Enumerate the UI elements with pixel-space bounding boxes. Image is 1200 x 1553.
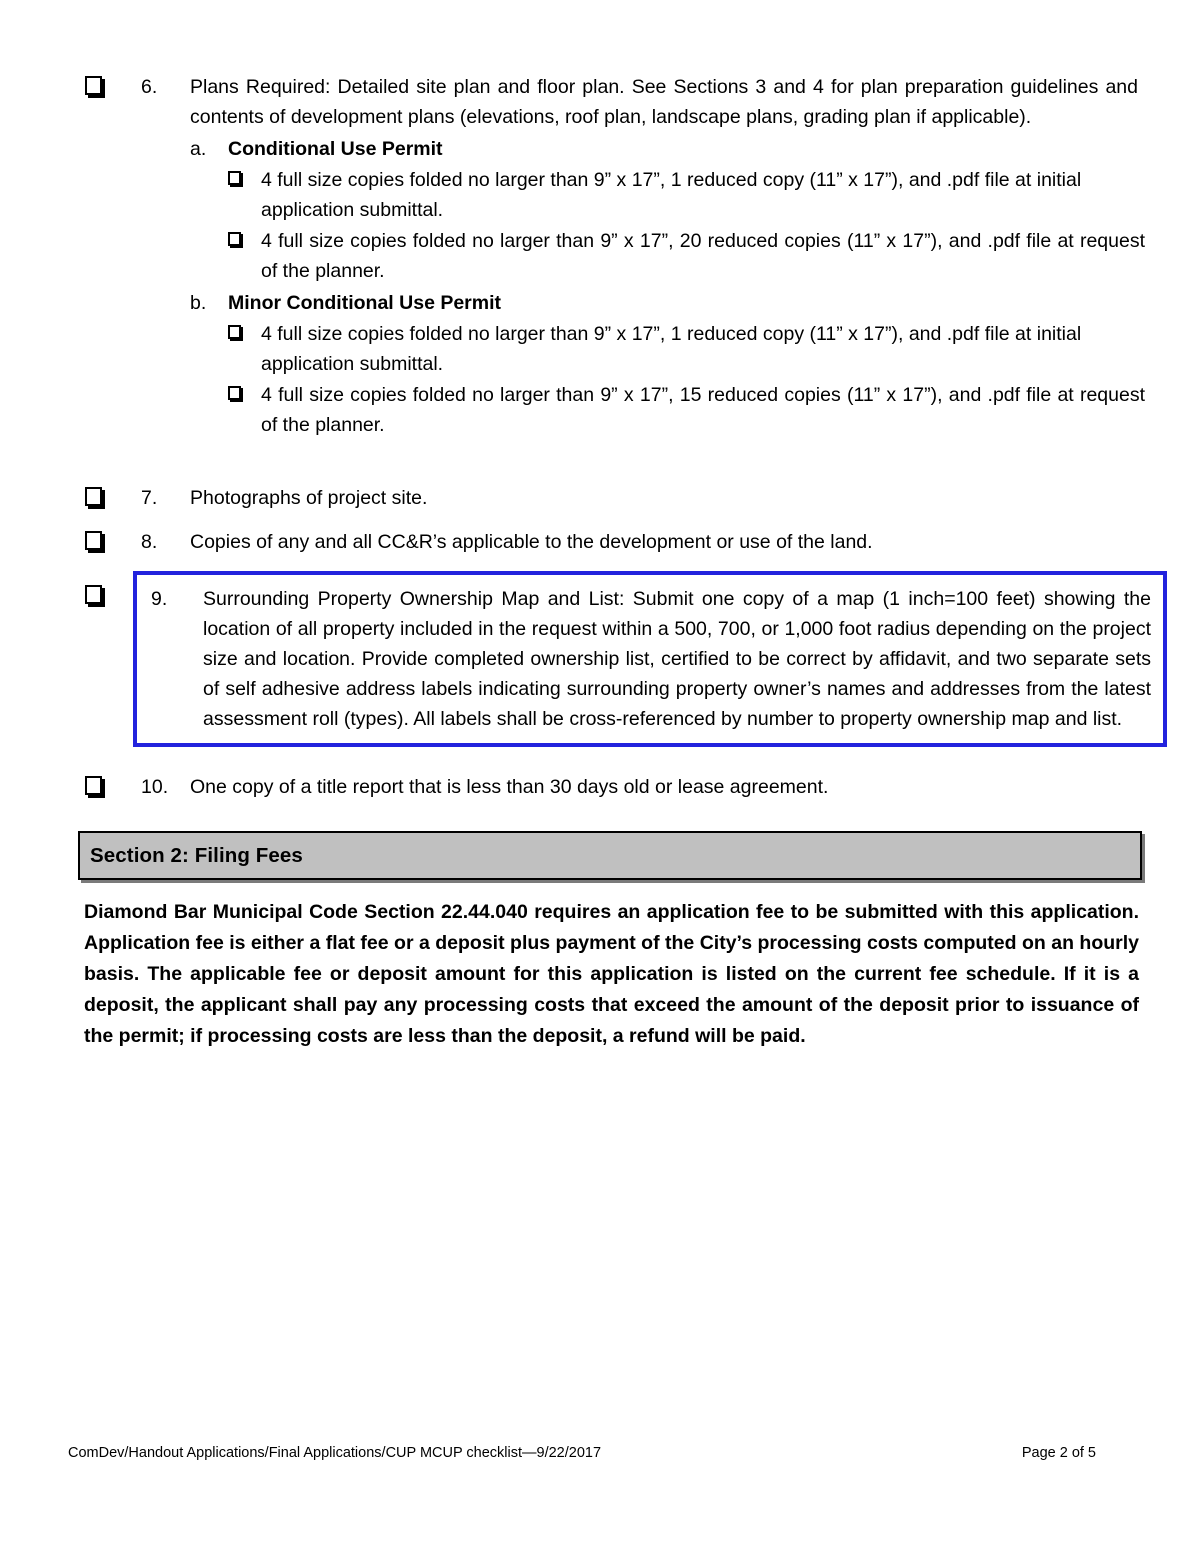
page-footer bbox=[68, 1443, 1096, 1463]
footer-path: ComDev/Handout Applications/Final Applications/CUP MCUP checklist—9/22/2017 bbox=[68, 1445, 602, 1461]
empty-checkbox-icon[interactable] bbox=[85, 531, 102, 550]
section-2-header-bar bbox=[78, 831, 1142, 880]
item-text-7: Photographs of project site. bbox=[190, 487, 428, 509]
sub-item bbox=[228, 380, 1145, 440]
checklist-item-8 bbox=[85, 527, 1145, 557]
item-number-6: 6. bbox=[141, 76, 158, 98]
sub-item bbox=[228, 226, 1145, 286]
checkbox-cell-7 bbox=[85, 483, 141, 506]
checkbox-cell-10 bbox=[85, 772, 141, 795]
sub-item-text: 4 full size copies folded no larger than 9” x 17”, 1 reduced copy (11” x 17”), and .pdf file at initial application submittal. bbox=[261, 323, 1082, 375]
sub-item bbox=[228, 165, 1145, 225]
empty-checkbox-icon[interactable] bbox=[228, 386, 241, 400]
subsection-title-b: Minor Conditional Use Permit bbox=[228, 292, 502, 314]
checkbox-cell-8 bbox=[85, 527, 141, 550]
checklist-item-9 bbox=[85, 571, 1167, 747]
item-text-6: Plans Required: Detailed site plan and floor plan. See Sections 3 and 4 for plan preparation guidelines and contents of development plans (elevations, roof plan, landscape plans, grading plan if applicable). bbox=[190, 76, 1138, 128]
sub-item-text: 4 full size copies folded no larger than 9” x 17”, 20 reduced copies (11” x 17”), and .pdf file at request of the planner. bbox=[261, 230, 1145, 282]
section-2-title: Section 2: Filing Fees bbox=[90, 843, 303, 867]
checkbox-cell-9 bbox=[85, 571, 133, 609]
section-2-body-text: Diamond Bar Municipal Code Section 22.44.040 requires an application fee to be submitted with this application. Application fee is either a flat fee or a deposit plus payment of the City’s processing costs computed on an hourly basis. The applicable fee or deposit amount for this application is listed on the current fee schedule. If it is a deposit, the applicant shall pay any processing costs that exceed the amount of the deposit prior to issuance of the permit; if processing costs are less than the deposit, a refund will be paid. bbox=[84, 901, 1139, 1047]
subsection-b-items bbox=[228, 319, 1145, 440]
empty-checkbox-icon[interactable] bbox=[85, 487, 102, 506]
empty-checkbox-icon[interactable] bbox=[85, 585, 102, 604]
sub-item-text: 4 full size copies folded no larger than 9” x 17”, 15 reduced copies (11” x 17”), and .pdf file at request of the planner. bbox=[261, 384, 1145, 436]
checkbox-cell-6 bbox=[85, 72, 141, 95]
subsection-title-a: Conditional Use Permit bbox=[228, 138, 443, 160]
subsection-a-items bbox=[228, 165, 1145, 286]
subsection-a bbox=[190, 134, 1145, 164]
item-number-10: 10. bbox=[141, 776, 169, 798]
empty-checkbox-icon[interactable] bbox=[228, 325, 241, 339]
sub-item-text: 4 full size copies folded no larger than 9” x 17”, 1 reduced copy (11” x 17”), and .pdf file at initial application submittal. bbox=[261, 169, 1082, 221]
checkbox-cell-a1 bbox=[228, 165, 261, 190]
item-text-10: One copy of a title report that is less than 30 days old or lease agreement. bbox=[190, 776, 829, 798]
subsection-letter-b: b. bbox=[190, 292, 207, 314]
checkbox-cell-a2 bbox=[228, 226, 261, 251]
empty-checkbox-icon[interactable] bbox=[85, 76, 102, 95]
sub-item bbox=[228, 319, 1145, 379]
item-number-8: 8. bbox=[141, 531, 158, 553]
empty-checkbox-icon[interactable] bbox=[85, 776, 102, 795]
footer-page-number: Page 2 of 5 bbox=[1021, 1445, 1096, 1461]
subsection-letter-a: a. bbox=[190, 138, 207, 160]
empty-checkbox-icon[interactable] bbox=[228, 232, 241, 246]
item-number-9: 9. bbox=[151, 588, 168, 610]
item-number-7: 7. bbox=[141, 487, 158, 509]
checkbox-cell-b1 bbox=[228, 319, 261, 344]
item-text-9: Surrounding Property Ownership Map and List: Submit one copy of a map (1 inch=100 feet) showing the location of all property included in the request within a 500, 700, or 1,000 foot radius depending on the project size and location. Provide completed ownership list, certified to be correct by affidavit, and two separate sets of self adhesive address labels indicating surrounding property owner’s names and addresses from the latest assessment roll (types). All labels shall be cross-referenced by number to property ownership map and list. bbox=[203, 588, 1151, 730]
item-text-8: Copies of any and all CC&R’s applicable to the development or use of the land. bbox=[190, 531, 873, 553]
highlight-box-item-9 bbox=[133, 571, 1167, 747]
empty-checkbox-icon[interactable] bbox=[228, 171, 241, 185]
subsection-b bbox=[190, 288, 1145, 318]
checklist-item-7 bbox=[85, 483, 1145, 513]
checkbox-cell-b2 bbox=[228, 380, 261, 405]
checklist-item-10 bbox=[85, 772, 1145, 802]
checklist-item-6 bbox=[85, 72, 1145, 440]
